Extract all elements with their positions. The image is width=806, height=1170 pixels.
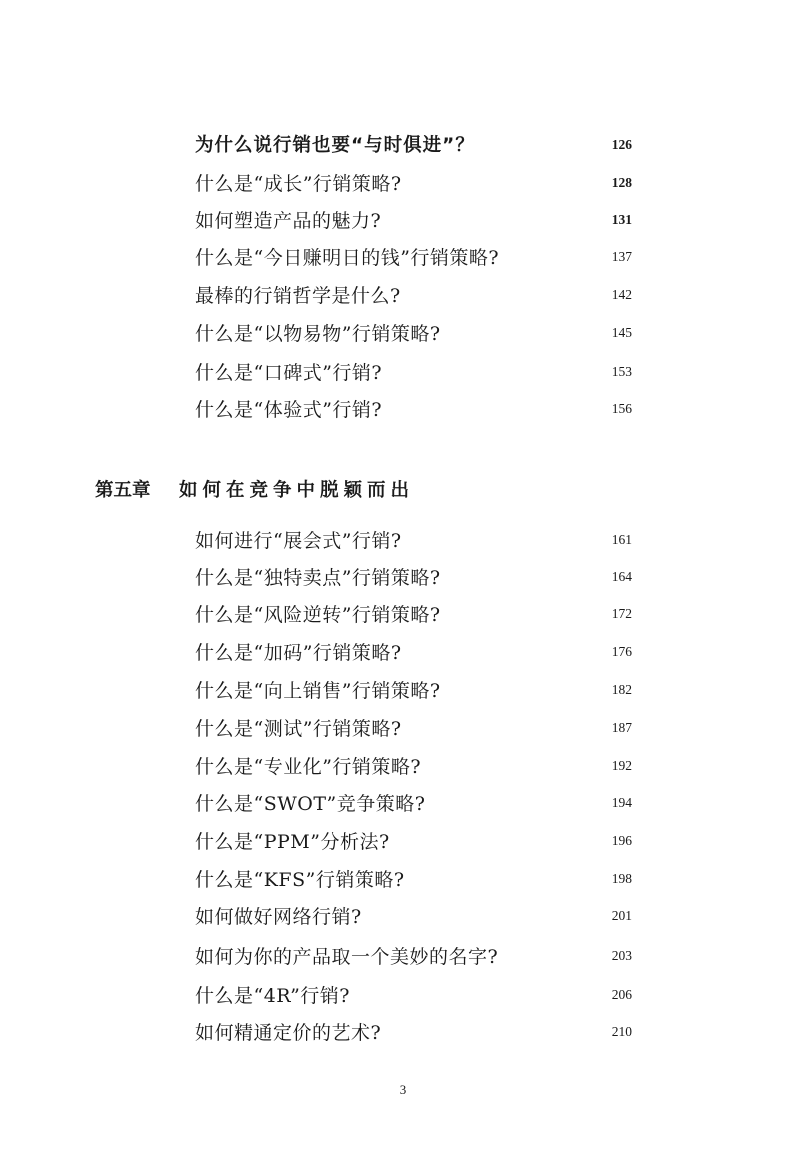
- toc-entry: [195, 526, 640, 556]
- toc-entry-page: 172: [611, 606, 632, 621]
- toc-entry: [195, 752, 640, 782]
- toc-entry: [195, 638, 640, 668]
- toc-entry-title: 什么是“风险逆转”行销策略?: [195, 604, 441, 626]
- toc-entry-page: 198: [611, 871, 632, 886]
- toc-entry: [195, 902, 640, 932]
- toc-entry-page: 210: [611, 1024, 632, 1039]
- toc-entry-title: 什么是“4R”行销?: [195, 985, 350, 1007]
- toc-entry-title: 什么是“PPM”分析法?: [195, 831, 390, 853]
- toc-entry-page: 201: [611, 908, 632, 923]
- toc-entry-page: 192: [611, 758, 632, 773]
- toc-entry: [195, 600, 640, 630]
- toc-entry: [195, 981, 640, 1011]
- toc-entry-page: 164: [611, 569, 632, 584]
- toc-entry-page: 176: [611, 644, 632, 659]
- toc-entry-title: 什么是“KFS”行销策略?: [195, 869, 405, 891]
- toc-entry: [195, 563, 640, 593]
- toc-entry-title: 最棒的行销哲学是什么?: [195, 285, 401, 307]
- toc-entry-page: 203: [611, 948, 632, 963]
- toc-entry-page: 161: [611, 532, 632, 547]
- toc-entry: [195, 827, 640, 857]
- toc-entry-page: 196: [611, 833, 632, 848]
- page-number: 3: [399, 1082, 407, 1097]
- toc-entry-title: 什么是“体验式”行销?: [195, 399, 383, 421]
- toc-entry-title: 什么是“以物易物”行销策略?: [195, 323, 441, 345]
- toc-entry-title: 如何塑造产品的魅力?: [195, 210, 382, 232]
- toc-entry-page: 137: [611, 249, 632, 264]
- toc-entry: [195, 358, 640, 388]
- toc-entry: [195, 169, 640, 199]
- toc-entry-title: 如何精通定价的艺术?: [195, 1022, 382, 1044]
- toc-entry-title: 什么是“向上销售”行销策略?: [195, 680, 441, 702]
- toc-entry-page: 187: [611, 720, 632, 735]
- chapter-number: 第五章: [95, 480, 151, 501]
- toc-entry: [195, 1018, 640, 1048]
- toc-entry-title: 什么是“成长”行销策略?: [195, 173, 402, 195]
- chapter-heading: [95, 476, 414, 506]
- toc-entry-title: 什么是“独特卖点”行销策略?: [195, 567, 441, 589]
- toc-entry-title: 如何为你的产品取一个美妙的名字?: [195, 946, 499, 968]
- toc-entry-page: 182: [611, 682, 632, 697]
- toc-entry-title: 什么是“口碑式”行销?: [195, 362, 383, 384]
- toc-entry-page: 153: [611, 364, 632, 379]
- toc-entry: [195, 865, 640, 895]
- toc-entry-page: 156: [611, 401, 632, 416]
- toc-entry-title: 什么是“加码”行销策略?: [195, 642, 402, 664]
- toc-entry-page: 145: [611, 325, 632, 340]
- toc-entry: [195, 319, 640, 349]
- toc-entry-page: 194: [611, 795, 632, 810]
- toc-entry-title: 如何做好网络行销?: [195, 906, 362, 928]
- toc-entry: [195, 789, 640, 819]
- toc-entry: [195, 206, 640, 236]
- toc-entry: [195, 281, 640, 311]
- toc-entry-title: 什么是“测试”行销策略?: [195, 718, 402, 740]
- toc-entry-page: 142: [611, 287, 632, 302]
- toc-entry: [195, 676, 640, 706]
- chapter-title: 如何在竞争中脱颖而出: [179, 480, 415, 501]
- toc-entry-page: 126: [611, 137, 632, 152]
- toc-entry: [195, 395, 640, 425]
- toc-entry-page: 131: [611, 212, 632, 227]
- toc-entry-title: 什么是“今日赚明日的钱”行销策略?: [195, 247, 500, 269]
- toc-entry: [195, 131, 640, 161]
- toc-entry: [195, 243, 640, 273]
- toc-entry: [195, 714, 640, 744]
- toc-entry-page: 128: [611, 175, 632, 190]
- toc-entry: [195, 942, 640, 972]
- toc-entry-title: 为什么说行销也要“与时俱进”？: [195, 135, 475, 156]
- toc-entry-page: 206: [611, 987, 632, 1002]
- toc-entry-title: 什么是“专业化”行销策略?: [195, 756, 422, 778]
- toc-entry-title: 什么是“SWOT”竞争策略?: [195, 793, 426, 815]
- toc-entry-title: 如何进行“展会式”行销?: [195, 530, 402, 552]
